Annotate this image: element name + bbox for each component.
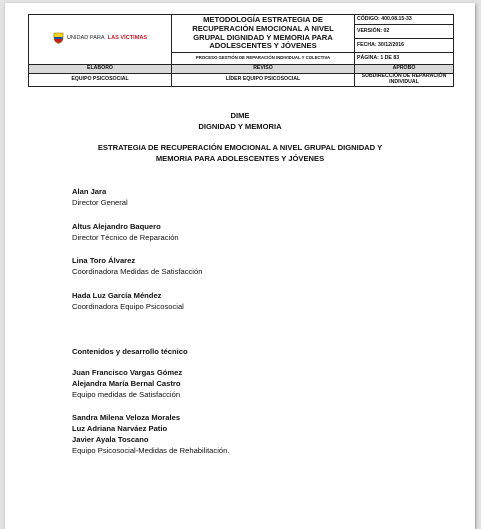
version-field: VERSIÓN: 02	[355, 25, 454, 39]
tech-heading-text: Contenidos y desarrollo técnico	[72, 347, 188, 356]
logo-cell	[29, 15, 172, 65]
title-line: GRUPAL DIGNIDAD Y MEMORIA PARA	[193, 32, 333, 42]
aprobo-value: SUBDIRECCIÓN DE REPARACIÓN INDIVIDUAL	[355, 74, 454, 87]
process-field: PROCESO GESTIÓN DE REPARACIÓN INDIVIDUAL Y COLECTIVA	[172, 53, 355, 65]
colombia-shield-icon	[53, 32, 64, 44]
strategy-title-line: MEMORIA PARA ADOLESCENTES Y JÓVENES	[155, 154, 325, 163]
strategy-title	[5, 142, 475, 164]
role-reviso: REVISÓ	[172, 65, 355, 74]
code-field: CÓDIGO: 400.08.15-33	[355, 15, 454, 25]
title-line: RECUPERACIÓN EMOCIONAL A NIVEL	[192, 23, 334, 33]
elaboro-value: EQUIPO PSICOSOCIAL	[29, 74, 172, 87]
doc-heading-dime: DIME	[230, 111, 250, 120]
staff-role: Director General	[72, 198, 128, 207]
tech-group-role: Equipo Psicosocial-Medidas de Rehabilitación.	[72, 446, 230, 455]
tech-group-role: Equipo medidas de Satisfacción	[72, 390, 181, 399]
staff-entry	[72, 186, 128, 208]
tech-member-name: Javier Ayala Toscano	[72, 435, 149, 444]
staff-name: Lina Toro Álvarez	[72, 256, 136, 265]
staff-entry	[72, 221, 179, 243]
tech-member-name: Juan Francisco Vargas Gómez	[72, 368, 183, 377]
tech-heading	[72, 346, 188, 357]
reviso-value: LÍDER EQUIPO PSICOSOCIAL	[172, 74, 355, 87]
tech-member-name: Alejandra María Bernal Castro	[72, 379, 181, 388]
staff-role: Director Técnico de Reparación	[72, 233, 179, 242]
staff-name: Altus Alejandro Baquero	[72, 222, 161, 231]
logo-text-prefix: UNIDAD PARA	[66, 34, 105, 41]
role-elaboro: ELABORÓ	[29, 65, 172, 74]
title-line: ADOLESCENTES Y JÓVENES	[209, 41, 317, 51]
logo-text-emphasis: LAS VÍCTIMAS	[107, 34, 148, 41]
tech-member-name: Luz Adriana Narváez Patio	[72, 424, 168, 433]
doc-heading-subtitle: DIGNIDAD Y MEMORIA	[198, 122, 282, 131]
tech-group	[72, 412, 229, 456]
strategy-title-line: ESTRATEGIA DE RECUPERACIÓN EMOCIONAL A NIVEL GRUPAL DIGNIDAD Y	[97, 143, 383, 152]
staff-name: Hada Luz García Méndez	[72, 291, 162, 300]
date-field: FECHA: 30/12/2016	[355, 39, 454, 53]
tech-group	[72, 367, 182, 400]
title-line: METODOLOGÍA ESTRATEGIA DE	[203, 15, 323, 25]
role-aprobo: APROBÓ	[355, 65, 454, 74]
staff-name: Alan Jara	[72, 187, 107, 196]
tech-member-name: Sandra Milena Veloza Morales	[72, 413, 181, 422]
document-title-cell	[172, 15, 355, 53]
staff-role: Coordinadora Equipo Psicosocial	[72, 302, 184, 311]
staff-role: Coordinadora Medidas de Satisfacción	[72, 267, 203, 276]
staff-entry	[72, 255, 202, 277]
staff-entry	[72, 290, 184, 312]
page-field: PÁGINA: 1 DE 83	[355, 53, 454, 65]
document-header-table	[28, 14, 454, 87]
unidad-victimas-logo	[53, 32, 147, 44]
